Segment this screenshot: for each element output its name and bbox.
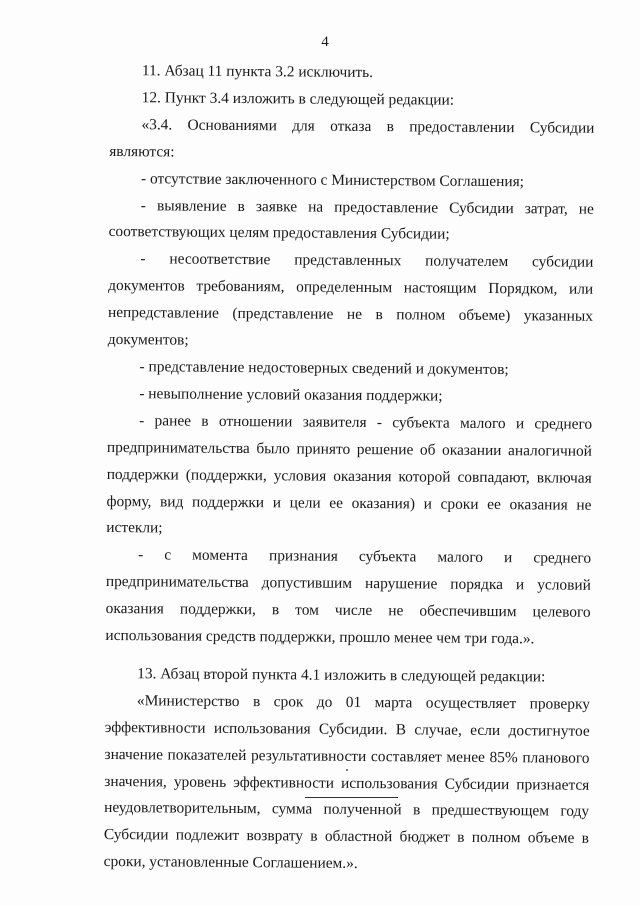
document-body — [104, 58, 595, 880]
page-number: 4 — [321, 34, 329, 50]
paragraph-clause-3-4-intro: «3.4. Основаниями для отказа в предоставлении Субсидии являются: — [109, 116, 595, 161]
end-separator-line — [305, 797, 398, 798]
scan-speck — [346, 769, 348, 771]
paragraph-ground-false-information: - представление недостоверных сведений и документов; — [139, 358, 509, 379]
paragraph-ground-violation-period: - с момента признания субъекта малого и среднего предпринимательства допустившим нарушение порядка и условий оказания поддержки, в том числе не обеспечившим целевого использования средств поддержки, прошло менее чем три года.». — [105, 546, 592, 648]
paragraph-item-13: 13. Абзац второй пункта 4.1 изложить в следующей редакции: — [137, 665, 546, 686]
paragraph-clause-4-1-text: «Министерство в срок до 01 марта осуществляет проверку эффективности использования Субсидии. В случае, если достигнутое значение показателей результативности составляет менее 85% планового значения, уровень эффективности использования Субсидии признается неудовлетворительным, сумма полученной в предшествующем году Субсидии подлежит возврату в областной бюджет в полном объеме в сроки, установленные Соглашением.». — [103, 692, 591, 873]
paragraph-ground-documents-noncompliance: - несоответствие представленных получателем субсидии документов требованиям, определенным настоящим Порядком, или непредставление (представление не в полном объеме) указанных документов; — [107, 250, 594, 349]
paragraph-ground-conditions-unmet: - невыполнение условий оказания поддержки; — [139, 385, 443, 405]
paragraph-ground-costs-mismatch: - выявление в заявке на предоставление Субсидии затрат, не соответствующих целям предоставления Субсидии; — [108, 196, 594, 244]
paragraph-item-11: 11. Абзац 11 пункта 3.2 исключить. — [141, 62, 374, 82]
paragraph-item-12: 12. Пункт 3.4 изложить в следующей редакции: — [141, 89, 455, 109]
paragraph-ground-no-agreement: - отсутствие заключенного с Министерством Соглашения; — [140, 169, 525, 190]
paragraph-ground-prior-support: - ранее в отношении заявителя - субъекта малого и среднего предпринимательства было принято решение об оказании аналогичной поддержки (поддержки, условия оказания которой совпадают, включая форму, вид поддержки и цели ее оказания) и сроки ее оказания не истекли; — [106, 412, 593, 537]
